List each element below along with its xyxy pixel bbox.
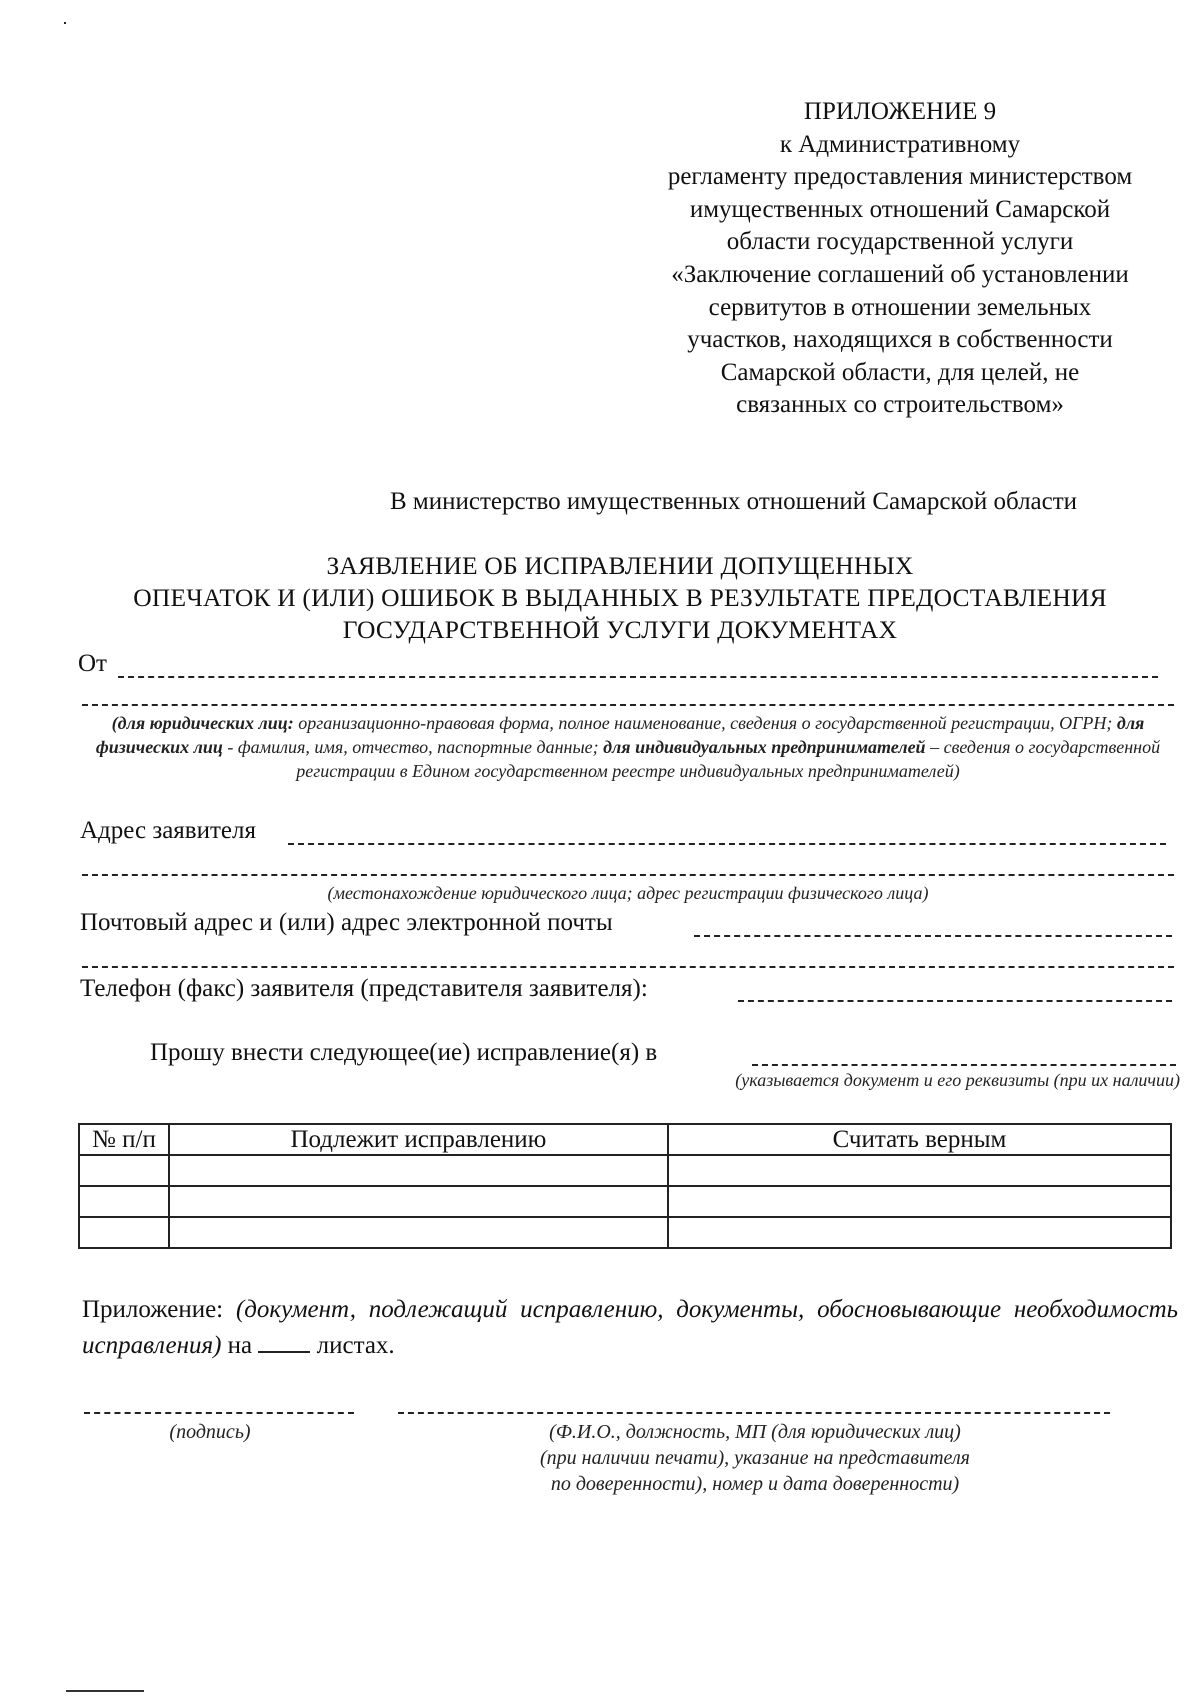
table-cell[interactable] <box>79 1155 169 1186</box>
attachment-label: Приложение: <box>82 1296 224 1323</box>
appendix-line: связанных со строительством» <box>736 391 1064 419</box>
request-field[interactable] <box>752 1064 1176 1066</box>
title-line: ГОСУДАРСТВЕННОЙ УСЛУГИ ДОКУМЕНТАХ <box>342 615 898 644</box>
fio-note-line: по доверенности), номер и дата доверенности) <box>550 1473 960 1495</box>
postal-field[interactable] <box>694 935 1172 937</box>
column-header-to-correct: Подлежит исправлению <box>169 1124 668 1155</box>
table-cell[interactable] <box>668 1155 1171 1186</box>
corrections-table <box>78 1123 1172 1249</box>
table-cell[interactable] <box>169 1155 668 1186</box>
from-field-continued[interactable] <box>82 704 1174 706</box>
attachment-description: (документ, подлежащий исправлению, документы, обосновывающие необходимость исправления) <box>82 1296 1179 1359</box>
appendix-line: ПРИЛОЖЕНИЕ 9 <box>803 98 997 125</box>
table-header-row <box>79 1124 1171 1155</box>
scan-speck <box>64 22 66 24</box>
request-label: Прошу внести следующее(ие) исправление(я) в <box>150 1039 658 1066</box>
appendix-header <box>620 96 1180 422</box>
appendix-line: к Административному <box>779 130 1021 158</box>
table-row <box>79 1217 1171 1248</box>
address-note: (местонахождение юридического лица; адрес регистрации физического лица) <box>327 883 929 903</box>
address-field-continued[interactable] <box>82 874 1174 876</box>
appendix-line: имущественных отношений Самарской <box>689 195 1111 223</box>
appendix-line: «Заключение соглашений об установлении <box>671 260 1129 288</box>
footnote-separator <box>66 1690 144 1692</box>
address-label: Адрес заявителя <box>80 817 256 844</box>
signature-field[interactable] <box>84 1412 354 1414</box>
fio-field[interactable] <box>398 1412 1110 1414</box>
appendix-line: сервитутов в отношении земельных <box>708 293 1092 321</box>
appendix-line: области государственной услуги <box>726 228 1074 256</box>
address-field[interactable] <box>288 843 1166 845</box>
fio-note-line: (Ф.И.О., должность, МП (для юридических лиц) <box>549 1421 961 1443</box>
fio-note <box>470 1419 1040 1497</box>
signature-note: (подпись) <box>169 1421 251 1443</box>
appendix-line: регламенту предоставления министерством <box>667 163 1133 191</box>
table-cell[interactable] <box>79 1186 169 1217</box>
request-note: (указывается документ и его реквизиты (при их наличии) <box>735 1070 1180 1090</box>
phone-field[interactable] <box>738 1000 1172 1002</box>
phone-label: Телефон (факс) заявителя (представителя заявителя): <box>80 975 648 1002</box>
table-cell[interactable] <box>169 1217 668 1248</box>
from-note: (для юридических лиц: организационно-правовая форма, полное наименование, сведения о государственной регистрации, ОГРН; для физических лиц - фамилия, имя, отчество, паспортные данные; для индивидуальных предпринимателей – сведения о государственной регистрации в Едином государственном реестре индивидуальных предпринимателей) <box>95 713 1161 781</box>
column-header-correct-value: Считать верным <box>668 1124 1171 1155</box>
attachment-on: на <box>227 1332 253 1359</box>
appendix-line: участков, находящихся в собственности <box>687 326 1113 354</box>
from-label: От <box>78 650 107 677</box>
sheet-count-field[interactable] <box>258 1329 310 1353</box>
column-header-number: № п/п <box>79 1124 169 1155</box>
postal-field-continued[interactable] <box>82 966 1174 968</box>
attachment-sheets: листах. <box>316 1332 395 1359</box>
title-line: ЗАЯВЛЕНИЕ ОБ ИСПРАВЛЕНИИ ДОПУЩЕННЫХ <box>326 551 914 580</box>
table-row <box>79 1186 1171 1217</box>
table-cell[interactable] <box>169 1186 668 1217</box>
from-field[interactable] <box>118 676 1158 678</box>
attachment-paragraph <box>82 1292 1178 1364</box>
postal-label: Почтовый адрес и (или) адрес электронной почты <box>80 909 613 936</box>
fio-note-line: (при наличии печати), указание на представителя <box>540 1447 970 1469</box>
table-cell[interactable] <box>79 1217 169 1248</box>
table-row <box>79 1155 1171 1186</box>
table-cell[interactable] <box>668 1217 1171 1248</box>
document-title <box>60 550 1180 646</box>
addressee: В министерство имущественных отношений Самарской области <box>390 488 1078 515</box>
title-line: ОПЕЧАТОК И (ИЛИ) ОШИБОК В ВЫДАННЫХ В РЕЗУЛЬТАТЕ ПРЕДОСТАВЛЕНИЯ <box>133 583 1107 612</box>
appendix-line: Самарской области, для целей, не <box>720 358 1080 386</box>
table-cell[interactable] <box>668 1186 1171 1217</box>
